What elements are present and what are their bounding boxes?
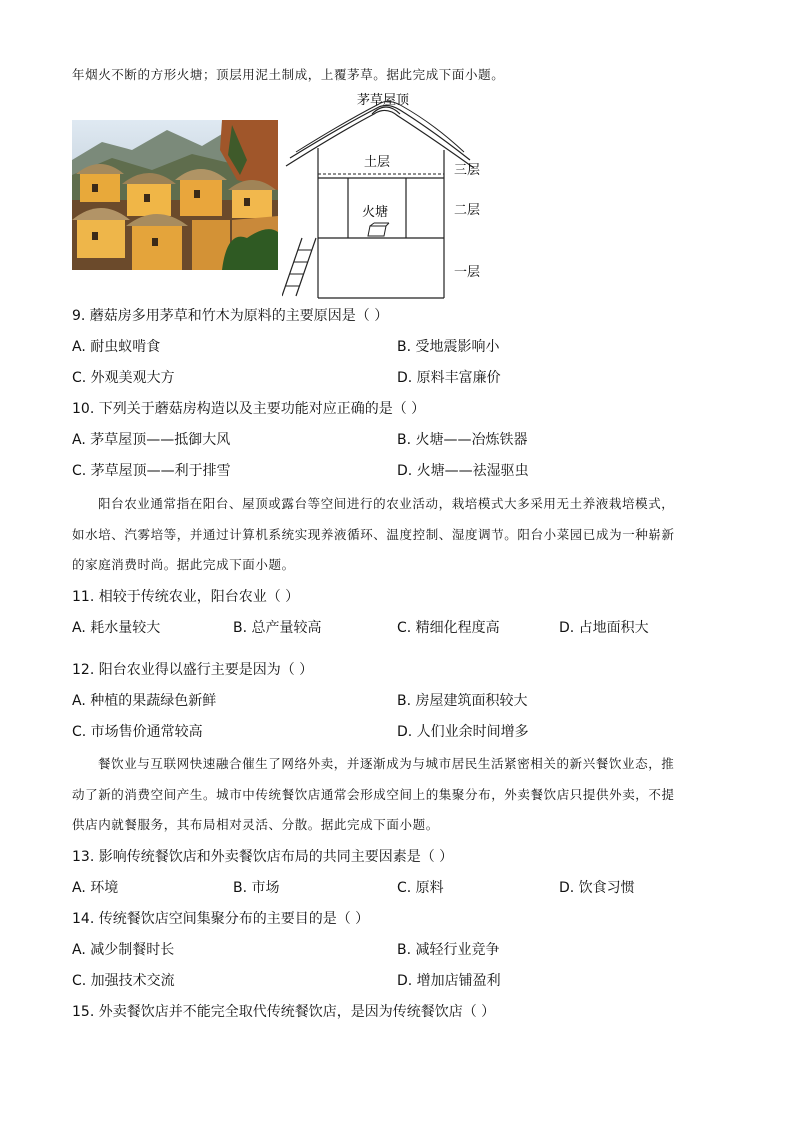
question-14-stem: 14. 传统餐饮店空间集聚分布的主要目的是（ ）	[72, 911, 370, 927]
question-13-option-b[interactable]: B. 市场	[233, 880, 280, 896]
passage-takeout-line-1: 餐饮业与互联网快速融合催生了网络外卖，并逐渐成为与城市居民生活紧密相关的新兴餐饮业态，推	[98, 756, 675, 771]
question-11-option-a[interactable]: A. 耗水量较大	[72, 620, 161, 636]
question-9-option-c[interactable]: C. 外观美观大方	[72, 370, 175, 386]
question-11-stem: 11. 相较于传统农业，阳台农业（ ）	[72, 589, 300, 605]
question-15-stem: 15. 外卖餐饮店并不能完全取代传统餐饮店，是因为传统餐饮店（ ）	[72, 1004, 496, 1020]
passage-balcony-line-1: 阳台农业通常指在阳台、屋顶或露台等空间进行的农业活动，栽培模式大多采用无土养液栽培模式，	[98, 496, 675, 511]
floor-1-label: 一层	[454, 265, 481, 280]
fire-pit-label: 火塘	[362, 205, 389, 220]
question-10-stem: 10. 下列关于蘑菇房构造以及主要功能对应正确的是（ ）	[72, 401, 426, 417]
passage-takeout-line-2: 动了新的消费空间产生。城市中传统餐饮店通常会形成空间上的集聚分布，外卖餐饮店只提供外卖，不提	[72, 787, 675, 802]
question-10-option-d[interactable]: D. 火塘——祛湿驱虫	[397, 463, 529, 479]
question-14-option-a[interactable]: A. 减少制餐时长	[72, 942, 175, 958]
question-12-option-c[interactable]: C. 市场售价通常较高	[72, 724, 203, 740]
question-11-option-b[interactable]: B. 总产量较高	[233, 620, 322, 636]
mushroom-house-section-diagram	[282, 86, 502, 304]
floor-2-label: 二层	[454, 203, 481, 218]
question-9-stem: 9. 蘑菇房多用茅草和竹木为原料的主要原因是（ ）	[72, 308, 389, 324]
question-13-option-c[interactable]: C. 原料	[397, 880, 444, 896]
question-12-option-d[interactable]: D. 人们业余时间增多	[397, 724, 529, 740]
floor-3-label: 三层	[454, 163, 481, 178]
question-11-option-d[interactable]: D. 占地面积大	[559, 620, 649, 636]
question-12-option-b[interactable]: B. 房屋建筑面积较大	[397, 693, 528, 709]
mushroom-house-photo	[72, 120, 278, 270]
passage-intro-tail: 年烟火不断的方形火塘；顶层用泥土制成，上覆茅草。据此完成下面小题。	[72, 67, 505, 82]
question-9-option-d[interactable]: D. 原料丰富廉价	[397, 370, 501, 386]
roof-label: 茅草屋顶	[357, 93, 410, 108]
passage-balcony-line-2: 如水培、汽雾培等，并通过计算机系统实现养液循环、温度控制、湿度调节。阳台小菜园已成为一种崭新	[72, 527, 675, 542]
passage-takeout-line-3: 供店内就餐服务，其布局相对灵活、分散。据此完成下面小题。	[72, 817, 439, 832]
question-11-option-c[interactable]: C. 精细化程度高	[397, 620, 500, 636]
question-13-option-a[interactable]: A. 环境	[72, 880, 119, 896]
question-12-option-a[interactable]: A. 种植的果蔬绿色新鲜	[72, 693, 217, 709]
question-14-option-d[interactable]: D. 增加店铺盈利	[397, 973, 501, 989]
question-10-option-b[interactable]: B. 火塘——冶炼铁器	[397, 432, 528, 448]
question-9-option-b[interactable]: B. 受地震影响小	[397, 339, 500, 355]
question-10-option-a[interactable]: A. 茅草屋顶——抵御大风	[72, 432, 231, 448]
question-9-option-a[interactable]: A. 耐虫蚁啃食	[72, 339, 161, 355]
question-13-stem: 13. 影响传统餐饮店和外卖餐饮店布局的共同主要因素是（ ）	[72, 849, 454, 865]
question-12-stem: 12. 阳台农业得以盛行主要是因为（ ）	[72, 662, 314, 678]
question-14-option-b[interactable]: B. 减轻行业竞争	[397, 942, 500, 958]
question-10-option-c[interactable]: C. 茅草屋顶——利于排雪	[72, 463, 231, 479]
passage-balcony-line-3: 的家庭消费时尚。据此完成下面小题。	[72, 557, 295, 572]
question-13-option-d[interactable]: D. 饮食习惯	[559, 880, 635, 896]
soil-layer-label: 土层	[364, 155, 391, 170]
question-14-option-c[interactable]: C. 加强技术交流	[72, 973, 175, 989]
